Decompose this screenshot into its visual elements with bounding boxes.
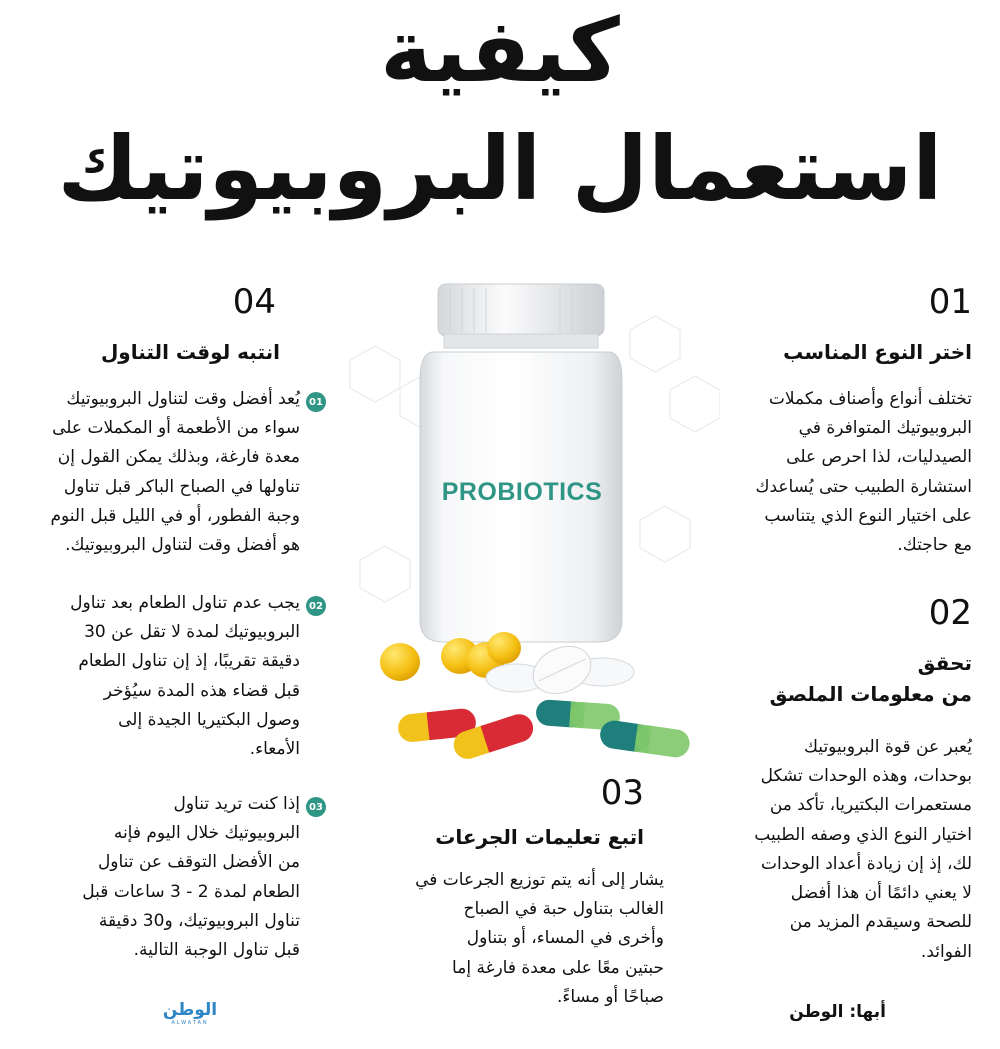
page-title-line2: استعمال البروبيوتيك [57, 117, 943, 220]
teal-green-capsule [598, 719, 691, 759]
step-02-heading: تحقق من معلومات الملصق [769, 651, 972, 706]
step-03-number: 03 [600, 773, 644, 813]
tip-03-badge: 03 [306, 797, 326, 817]
bottle-label: PROBIOTICS [441, 478, 603, 506]
step-01-heading: اختر النوع المناسب [783, 340, 972, 364]
tip-02-text: يجب عدم تناول الطعام بعد تناول البروبيوتيك لمدة لا تقل عن 30 دقيقة تقريبًا، إذ إن تناول الطعام قبل قضاء هذه المدة سيُؤخر وصول البكتيريا الجيدة إلى الأمعاء. [70, 593, 300, 760]
step-02-text: يُعبر عن قوة البروبيوتيك بوحدات، وهذه الوحدات تشكل مستعمرات البكتيريا، تأكد من اختيار النوع الذي وصفه الطبيب لك، إذ إن زيادة أعداد الوحدات لا يعني دائمًا أن هذا أفضل للصحة وسيقدم المزيد من الفوائد. [754, 737, 972, 962]
step-04-heading: انتبه لوقت التناول [100, 340, 280, 364]
tip-01-badge: 01 [306, 392, 326, 412]
page-title-line1: كيفية [380, 0, 620, 102]
tip-03-text: إذا كنت تريد تناول البروبيوتيك خلال اليوم فإنه من الأفضل التوقف عن تناول الطعام لمدة 2 - 3 ساعات قبل تناول البروبيوتيك، و30 دقيقة قبل تناول الوجبة التالية. [82, 794, 300, 961]
yellow-softgel [380, 643, 420, 681]
step-03-heading: اتبع تعليمات الجرعات [435, 825, 644, 849]
alwatan-logo-text: الوطن [162, 1000, 218, 1020]
tip-01-text: يُعد أفضل وقت لتناول البروبيوتيك سواء من الأطعمة أو المكملات على معدة فارغة، وبذلك يمكن القول إن تناولها في الصباح الباكر قبل تناول وجبة الفطور، أو في الليل قبل النوم هو أفضل وقت لتناول البروبيوتيك. [50, 389, 300, 556]
step-03-text: يشار إلى أنه يتم توزيع الجرعات في الغالب بتناول حبة في الصباح وأخرى في المساء، أو بتناول حبتين معًا على معدة فارغة إما صباحًا أو مساءً. [415, 870, 664, 1007]
yellow-softgel [487, 632, 521, 664]
step-01-number: 01 [928, 282, 972, 322]
bottle-cap [438, 284, 604, 336]
white-tablet [526, 637, 599, 702]
alwatan-logo-subtext: ALWATAN [171, 1020, 209, 1026]
tip-02-badge: 02 [306, 596, 326, 616]
step-01-text: تختلف أنواع وأصناف مكملات البروبيوتيك المتوافرة في الصيدليات، لذا احرص على استشارة الطبيب حتى يُساعدك على اختيار النوع الذي يتناسب مع حاجتك. [755, 389, 972, 556]
probiotics-illustration [340, 270, 720, 780]
source-credit: أبها: الوطن [789, 1002, 886, 1022]
alwatan-logo [150, 1000, 230, 1026]
step-04-number: 04 [232, 282, 276, 322]
step-02-number: 02 [928, 593, 972, 633]
